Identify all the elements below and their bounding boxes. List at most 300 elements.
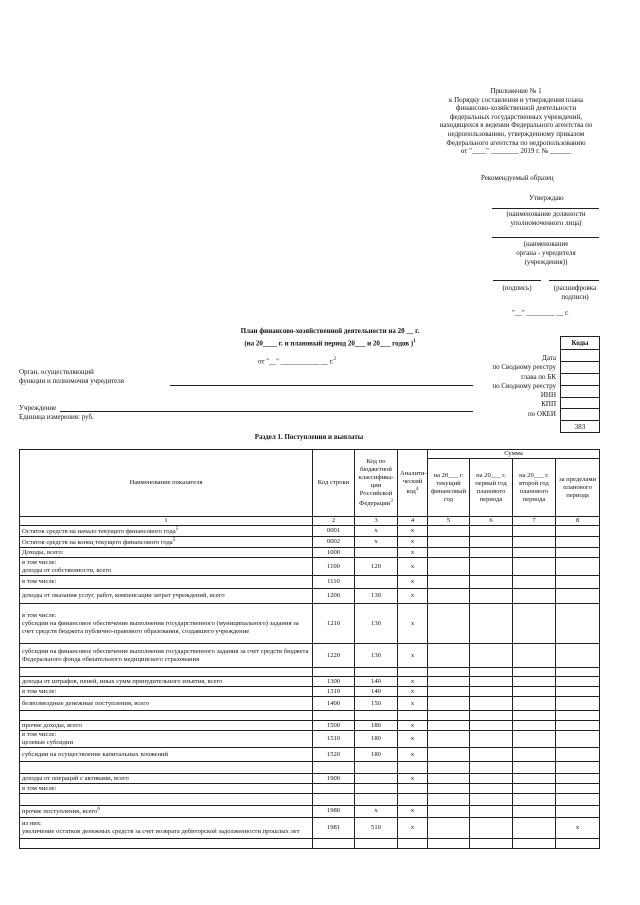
row-sum-current[interactable] bbox=[428, 721, 470, 731]
table-row bbox=[20, 748, 600, 762]
header-year-4: за пределами планового периода bbox=[556, 459, 600, 517]
row-bk-code: 510 bbox=[355, 817, 398, 838]
row-code: 1210 bbox=[313, 604, 355, 644]
appendix-note bbox=[418, 87, 614, 156]
table-row bbox=[20, 697, 600, 711]
row-bk-code: x bbox=[355, 526, 398, 537]
row-bk-code bbox=[355, 711, 398, 721]
table-row bbox=[20, 668, 600, 677]
row-name bbox=[20, 784, 313, 794]
org-hint: (наименование bbox=[523, 240, 569, 248]
table-row bbox=[20, 806, 600, 817]
row-analytic-code: x bbox=[398, 526, 428, 537]
row-bk-code bbox=[355, 784, 398, 794]
codes-label: по Сводному реестру bbox=[492, 381, 556, 390]
row-bk-code bbox=[355, 774, 398, 784]
row-analytic-code: x bbox=[398, 687, 428, 697]
row-sum-beyond[interactable] bbox=[556, 748, 600, 762]
row-sum-current[interactable] bbox=[428, 668, 470, 677]
row-sum-current[interactable] bbox=[428, 794, 470, 806]
row-sum-beyond[interactable] bbox=[556, 687, 600, 697]
table-row bbox=[20, 548, 600, 558]
row-analytic-code: x bbox=[398, 721, 428, 731]
row-sum-current[interactable] bbox=[428, 526, 470, 537]
header-code: Код строки bbox=[313, 450, 355, 517]
row-name bbox=[20, 748, 313, 762]
institution-label: Учреждение bbox=[19, 404, 57, 412]
appendix-line: к Порядку составления и утверждения плана bbox=[448, 95, 584, 104]
row-bk-code bbox=[355, 548, 398, 558]
row-sum-first[interactable] bbox=[470, 526, 513, 537]
row-name bbox=[20, 794, 313, 806]
row-sum-current[interactable] bbox=[428, 838, 470, 848]
row-name-text: в том числе: целевые субсидии bbox=[22, 731, 74, 747]
code-cell-okei[interactable]: 383 bbox=[561, 421, 600, 433]
row-sum-beyond[interactable] bbox=[556, 644, 600, 668]
institution-field-line[interactable] bbox=[60, 411, 473, 412]
row-sum-second[interactable] bbox=[513, 731, 556, 748]
row-sum-current[interactable] bbox=[428, 711, 470, 721]
row-sum-beyond[interactable] bbox=[556, 784, 600, 794]
header-bk bbox=[355, 450, 398, 517]
row-sum-current[interactable] bbox=[428, 784, 470, 794]
row-name bbox=[20, 548, 313, 558]
row-sum-beyond[interactable] bbox=[556, 711, 600, 721]
row-name bbox=[20, 537, 313, 548]
row-sum-current[interactable] bbox=[428, 748, 470, 762]
table-row bbox=[20, 576, 600, 589]
header-name: Наименование показателя bbox=[20, 450, 313, 517]
row-code bbox=[313, 838, 355, 848]
row-sum-beyond[interactable] bbox=[556, 576, 600, 589]
row-sum-second[interactable] bbox=[513, 526, 556, 537]
row-name bbox=[20, 774, 313, 784]
row-bk-code bbox=[355, 794, 398, 806]
footnote-mark: 1 bbox=[413, 339, 416, 344]
appendix-line: финансово-хозяйственной деятельности bbox=[455, 104, 577, 113]
table-row bbox=[20, 604, 600, 644]
row-analytic-code bbox=[398, 838, 428, 848]
row-name bbox=[20, 711, 313, 721]
row-sum-beyond[interactable] bbox=[556, 589, 600, 604]
row-name bbox=[20, 526, 313, 537]
row-name-text: доходы от операций с активами, всего bbox=[22, 774, 129, 782]
row-sum-first[interactable] bbox=[470, 774, 513, 784]
col-number: 5 bbox=[428, 517, 470, 526]
row-sum-first[interactable] bbox=[470, 762, 513, 774]
row-sum-first[interactable] bbox=[470, 794, 513, 806]
row-analytic-code: x bbox=[398, 576, 428, 589]
row-analytic-code: x bbox=[398, 558, 428, 576]
row-name-text: Остаток средств на конец текущего финансового года bbox=[22, 539, 173, 547]
decoding-hint: подписи) bbox=[561, 293, 589, 301]
code-cell-date[interactable] bbox=[561, 350, 600, 362]
row-sum-first[interactable] bbox=[470, 711, 513, 721]
row-sum-first[interactable] bbox=[470, 806, 513, 817]
row-bk-code: x bbox=[355, 806, 398, 817]
row-sum-second[interactable] bbox=[513, 644, 556, 668]
row-name-text: из них: увеличение остатков денежных средств за счет возврата дебиторской задолженности прошлых лет bbox=[22, 819, 300, 835]
row-sum-beyond[interactable] bbox=[556, 558, 600, 576]
col-number: 8 bbox=[556, 517, 600, 526]
plan-title: План финансово-хозяйственной деятельности на 20 __ г. bbox=[240, 327, 420, 335]
row-analytic-code: x bbox=[398, 537, 428, 548]
code-cell-registry[interactable] bbox=[561, 361, 600, 373]
row-code: 1200 bbox=[313, 589, 355, 604]
row-name-text: в том числе: доходы от собственности, всего bbox=[22, 558, 112, 574]
row-sum-current[interactable] bbox=[428, 589, 470, 604]
header-year-2: на 20___ г. первый год планового периода bbox=[470, 459, 513, 517]
row-code bbox=[313, 711, 355, 721]
row-sum-second[interactable] bbox=[513, 838, 556, 848]
footnote-mark: 4 bbox=[415, 486, 419, 492]
appendix-line: федеральных государственных учреждений, bbox=[450, 112, 582, 121]
authority-label-2: функции и полномочия учредителя bbox=[19, 377, 124, 385]
col-number: 2 bbox=[313, 517, 355, 526]
row-analytic-code bbox=[398, 711, 428, 721]
row-name-text: безвозмездные денежные поступления, всего bbox=[22, 699, 150, 707]
row-sum-second[interactable] bbox=[513, 687, 556, 697]
row-code: 1520 bbox=[313, 748, 355, 762]
row-bk-code: 130 bbox=[355, 589, 398, 604]
row-code: 1400 bbox=[313, 697, 355, 711]
row-code: 1981 bbox=[313, 817, 355, 838]
row-sum-current[interactable] bbox=[428, 697, 470, 711]
table-row bbox=[20, 558, 600, 576]
table-row bbox=[20, 762, 600, 774]
row-bk-code: 130 bbox=[355, 644, 398, 668]
row-code bbox=[313, 668, 355, 677]
footnote-mark: 5 bbox=[175, 527, 179, 532]
row-analytic-code bbox=[398, 784, 428, 794]
unit-label: Единица измерения: руб. bbox=[19, 413, 94, 421]
row-name-text: в том числе: bbox=[22, 687, 57, 695]
row-sum-first[interactable] bbox=[470, 668, 513, 677]
signature-decoding-line[interactable] bbox=[549, 280, 599, 281]
row-code bbox=[313, 794, 355, 806]
row-name-text: Доходы, всего: bbox=[22, 548, 64, 556]
row-sum-first[interactable] bbox=[470, 817, 513, 838]
codes-label: по Сводному реестру bbox=[492, 363, 556, 372]
table-row bbox=[20, 774, 600, 784]
row-sum-beyond[interactable] bbox=[556, 668, 600, 677]
row-sum-beyond[interactable] bbox=[556, 526, 600, 537]
row-sum-current[interactable] bbox=[428, 731, 470, 748]
row-analytic-code: x bbox=[398, 806, 428, 817]
row-sum-beyond[interactable] bbox=[556, 721, 600, 731]
row-sum-first[interactable] bbox=[470, 604, 513, 644]
footnote-mark: 3 bbox=[390, 498, 393, 504]
row-sum-first[interactable] bbox=[470, 537, 513, 548]
row-analytic-code bbox=[398, 668, 428, 677]
row-analytic-code: x bbox=[398, 817, 428, 838]
row-sum-second[interactable] bbox=[513, 817, 556, 838]
row-bk-code: 140 bbox=[355, 687, 398, 697]
table-row bbox=[20, 537, 600, 548]
plan-subtitle-text: (на 20____ г. и плановый период 20___ и 20___ годов ) bbox=[244, 339, 414, 348]
row-name bbox=[20, 817, 313, 838]
col-number: 3 bbox=[355, 517, 398, 526]
row-sum-second[interactable] bbox=[513, 604, 556, 644]
row-code: 1310 bbox=[313, 687, 355, 697]
row-name bbox=[20, 838, 313, 848]
signature-hint: (подпись) bbox=[502, 284, 532, 292]
row-sum-current[interactable] bbox=[428, 537, 470, 548]
row-name bbox=[20, 668, 313, 677]
row-sum-second[interactable] bbox=[513, 677, 556, 687]
row-sum-current[interactable] bbox=[428, 677, 470, 687]
row-analytic-code: x bbox=[398, 697, 428, 711]
org-hint: органа - учредителя bbox=[516, 249, 576, 257]
row-sum-second[interactable] bbox=[513, 589, 556, 604]
row-sum-first[interactable] bbox=[470, 558, 513, 576]
table-row bbox=[20, 677, 600, 687]
approver-position-line[interactable] bbox=[492, 208, 599, 209]
table-row bbox=[20, 644, 600, 668]
recommended-sample-label: Рекомендуемый образец bbox=[481, 174, 554, 182]
table-row bbox=[20, 731, 600, 748]
row-sum-beyond[interactable] bbox=[556, 697, 600, 711]
header-analytic bbox=[398, 450, 428, 517]
row-sum-second[interactable] bbox=[513, 762, 556, 774]
authority-label: Орган, осуществляющий bbox=[19, 368, 94, 376]
row-bk-code: 180 bbox=[355, 748, 398, 762]
row-sum-current[interactable] bbox=[428, 576, 470, 589]
row-sum-beyond[interactable] bbox=[556, 548, 600, 558]
row-analytic-code: x bbox=[398, 548, 428, 558]
codes-label: по ОКЕИ bbox=[527, 409, 556, 418]
row-name bbox=[20, 697, 313, 711]
row-sum-first[interactable] bbox=[470, 589, 513, 604]
col-number: 6 bbox=[470, 517, 513, 526]
row-name-text: прочие поступления, всего bbox=[22, 808, 98, 816]
row-sum-beyond[interactable] bbox=[556, 604, 600, 644]
row-name bbox=[20, 806, 313, 817]
row-sum-beyond[interactable] bbox=[556, 537, 600, 548]
plan-subtitle bbox=[210, 337, 450, 348]
receipts-payments-table bbox=[19, 449, 600, 849]
code-cell-registry-2[interactable] bbox=[561, 385, 600, 397]
row-sum-current[interactable] bbox=[428, 762, 470, 774]
row-sum-current[interactable] bbox=[428, 558, 470, 576]
appendix-line: Приложение № 1 bbox=[490, 87, 542, 95]
codes-labels bbox=[470, 354, 556, 419]
row-sum-first[interactable] bbox=[470, 721, 513, 731]
row-sum-first[interactable] bbox=[470, 548, 513, 558]
row-sum-second[interactable] bbox=[513, 537, 556, 548]
row-name-text: в том числе: bbox=[22, 784, 57, 792]
col-number: 7 bbox=[513, 517, 556, 526]
row-analytic-code: x bbox=[398, 774, 428, 784]
row-analytic-code bbox=[398, 762, 428, 774]
row-analytic-code: x bbox=[398, 604, 428, 644]
row-name bbox=[20, 721, 313, 731]
row-sum-current[interactable] bbox=[428, 774, 470, 784]
codes-label: ИНН bbox=[540, 391, 556, 400]
table-row bbox=[20, 838, 600, 848]
row-analytic-code: x bbox=[398, 731, 428, 748]
table-row bbox=[20, 526, 600, 537]
row-sum-first[interactable] bbox=[470, 784, 513, 794]
row-analytic-code: x bbox=[398, 589, 428, 604]
row-name-text: в том числе: bbox=[22, 578, 57, 586]
row-sum-beyond[interactable]: x bbox=[556, 817, 600, 838]
row-sum-current[interactable] bbox=[428, 806, 470, 817]
row-name bbox=[20, 762, 313, 774]
row-sum-beyond[interactable] bbox=[556, 774, 600, 784]
row-name-text: субсидии на осуществление капитальных вложений bbox=[22, 750, 169, 758]
row-sum-current[interactable] bbox=[428, 548, 470, 558]
row-sum-second[interactable] bbox=[513, 784, 556, 794]
table-row bbox=[20, 589, 600, 604]
appendix-line: от "____" ________ 2019 г. № ______ bbox=[460, 147, 572, 156]
row-sum-beyond[interactable] bbox=[556, 677, 600, 687]
row-sum-current[interactable] bbox=[428, 604, 470, 644]
row-analytic-code bbox=[398, 794, 428, 806]
row-name bbox=[20, 558, 313, 576]
row-sum-beyond[interactable] bbox=[556, 838, 600, 848]
table-row bbox=[20, 721, 600, 731]
row-name bbox=[20, 731, 313, 748]
row-name bbox=[20, 576, 313, 589]
table-row bbox=[20, 794, 600, 806]
decoding-hint: (расшифровка bbox=[553, 284, 597, 292]
row-name bbox=[20, 589, 313, 604]
row-sum-second[interactable] bbox=[513, 711, 556, 721]
org-hint: (учреждения)) bbox=[524, 258, 568, 266]
plan-date-text: от "__" ___________ __ г. bbox=[258, 357, 334, 366]
row-sum-first[interactable] bbox=[470, 677, 513, 687]
row-sum-first[interactable] bbox=[470, 697, 513, 711]
row-sum-beyond[interactable] bbox=[556, 806, 600, 817]
row-sum-current[interactable] bbox=[428, 644, 470, 668]
col-number: 4 bbox=[398, 517, 428, 526]
codes-header: Коды bbox=[561, 337, 600, 350]
table-row bbox=[20, 711, 600, 721]
codes-label: КПП bbox=[541, 400, 556, 409]
row-bk-code: x bbox=[355, 537, 398, 548]
row-sum-first[interactable] bbox=[470, 838, 513, 848]
row-analytic-code: x bbox=[398, 748, 428, 762]
row-sum-beyond[interactable] bbox=[556, 731, 600, 748]
row-sum-second[interactable] bbox=[513, 748, 556, 762]
row-sum-current[interactable] bbox=[428, 817, 470, 838]
row-bk-code bbox=[355, 838, 398, 848]
row-code: 1220 bbox=[313, 644, 355, 668]
table-row bbox=[20, 784, 600, 794]
row-bk-code bbox=[355, 668, 398, 677]
row-sum-current[interactable] bbox=[428, 687, 470, 697]
codes-table bbox=[560, 336, 600, 433]
row-sum-first[interactable] bbox=[470, 687, 513, 697]
col-number: 1 bbox=[20, 517, 313, 526]
row-bk-code: 150 bbox=[355, 697, 398, 711]
appendix-line: недропользованию, утвержденному приказом bbox=[447, 129, 585, 138]
signature-line[interactable] bbox=[493, 280, 541, 281]
founder-name-line[interactable] bbox=[492, 237, 599, 238]
row-code bbox=[313, 762, 355, 774]
row-sum-first[interactable] bbox=[470, 576, 513, 589]
row-code: 1510 bbox=[313, 731, 355, 748]
row-sum-second[interactable] bbox=[513, 806, 556, 817]
row-code: 1500 bbox=[313, 721, 355, 731]
row-code: 1110 bbox=[313, 576, 355, 589]
row-name-text: Остаток средств на начало текущего финансового года bbox=[22, 528, 176, 536]
row-name bbox=[20, 687, 313, 697]
plan-date bbox=[258, 355, 336, 366]
footnote-mark: 5 bbox=[172, 538, 176, 544]
row-sum-second[interactable] bbox=[513, 774, 556, 784]
row-code bbox=[313, 784, 355, 794]
row-sum-second[interactable] bbox=[513, 548, 556, 558]
row-sum-second[interactable] bbox=[513, 576, 556, 589]
row-analytic-code: x bbox=[398, 644, 428, 668]
section-title: Раздел 1. Поступления и выплаты bbox=[254, 433, 364, 441]
row-name-text: доходы от штрафов, пеней, иных сумм принудительного изъятия, всего bbox=[22, 677, 223, 685]
appendix-line: Федерального агентства по недропользованию bbox=[446, 138, 586, 147]
code-cell-bk-chapter[interactable] bbox=[561, 373, 600, 385]
row-sum-beyond[interactable] bbox=[556, 794, 600, 806]
row-bk-code: 180 bbox=[355, 721, 398, 731]
code-cell-kpp[interactable] bbox=[561, 409, 600, 421]
row-name-text: субсидии на финансовое обеспечение выполнения государственного задания за счет средств бюджета Федерального фонда обязательного медицинского страхования bbox=[22, 647, 309, 663]
row-sum-second[interactable] bbox=[513, 794, 556, 806]
row-sum-second[interactable] bbox=[513, 697, 556, 711]
row-sum-first[interactable] bbox=[470, 748, 513, 762]
column-numbers-row bbox=[20, 517, 600, 526]
authority-field-line[interactable] bbox=[170, 385, 473, 386]
row-sum-second[interactable] bbox=[513, 668, 556, 677]
header-year-1: на 20___ г. текущий финансовый год bbox=[428, 459, 470, 517]
codes-label: Дата bbox=[542, 354, 556, 362]
row-code: 1300 bbox=[313, 677, 355, 687]
row-code: 1980 bbox=[313, 806, 355, 817]
row-sum-first[interactable] bbox=[470, 731, 513, 748]
footnote-mark: 2 bbox=[333, 357, 337, 362]
row-code: 0002 bbox=[313, 537, 355, 548]
row-sum-beyond[interactable] bbox=[556, 762, 600, 774]
row-bk-code bbox=[355, 762, 398, 774]
approve-label: Утверждаю bbox=[529, 194, 564, 202]
row-name-text: прочие доходы, всего bbox=[22, 721, 82, 729]
row-analytic-code: x bbox=[398, 677, 428, 687]
header-analytic-text: Аналити-ческий код bbox=[400, 469, 427, 496]
footnote-mark: 6 bbox=[97, 807, 100, 813]
row-sum-second[interactable] bbox=[513, 721, 556, 731]
approval-date: "__" ________ __ г. bbox=[512, 309, 569, 317]
row-name bbox=[20, 644, 313, 668]
row-bk-code: 120 bbox=[355, 558, 398, 576]
row-bk-code bbox=[355, 576, 398, 589]
codes-label: глава по БК bbox=[521, 372, 556, 381]
appendix-line: находящихся в ведении Федерального агентства по bbox=[439, 121, 593, 130]
row-name-text: в том числе: субсидии на финансовое обеспечение выполнения государственного (муниципального) задания за счет средств бюджета публично-правового образования, создавшего учреждение bbox=[22, 611, 299, 635]
row-bk-code: 180 bbox=[355, 731, 398, 748]
row-code: 0001 bbox=[313, 526, 355, 537]
row-name-text: доходы от оказания услуг, работ, компенсации затрат учреждений, всего bbox=[22, 592, 225, 600]
row-sum-second[interactable] bbox=[513, 558, 556, 576]
table-row bbox=[20, 687, 600, 697]
row-code: 1000 bbox=[313, 548, 355, 558]
row-sum-first[interactable] bbox=[470, 644, 513, 668]
row-code: 1100 bbox=[313, 558, 355, 576]
row-bk-code: 130 bbox=[355, 604, 398, 644]
table-row bbox=[20, 817, 600, 838]
row-name bbox=[20, 677, 313, 687]
position-hint: уполномоченного лица) bbox=[510, 219, 582, 227]
code-cell-inn[interactable] bbox=[561, 397, 600, 409]
header-year-3: на 20___ г. второй год планового периода bbox=[513, 459, 556, 517]
